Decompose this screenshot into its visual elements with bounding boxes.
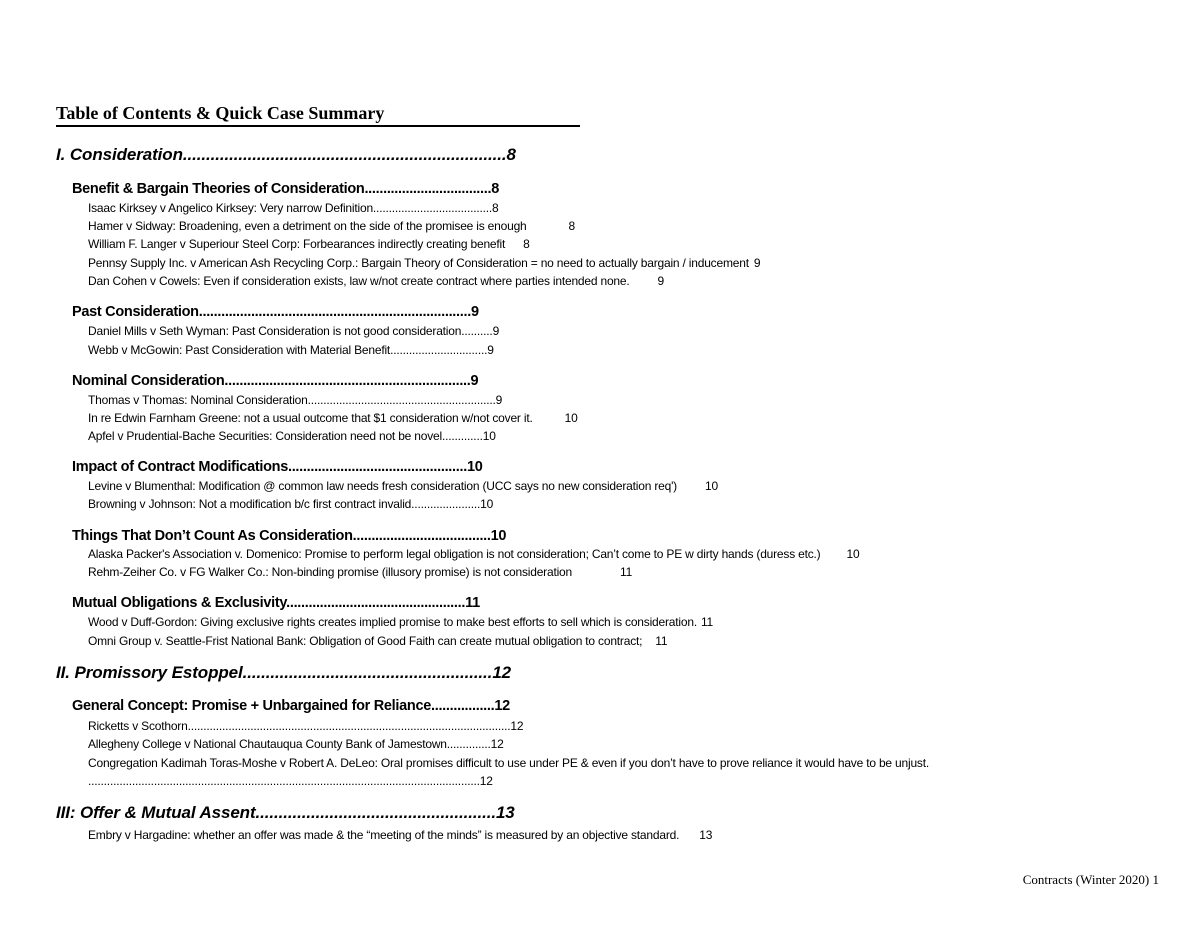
toc-subsection[interactable] <box>72 372 478 390</box>
toc-subsection[interactable] <box>72 458 482 476</box>
toc-entry-text: Rehm-Zeiher Co. v FG Walker Co.: Non-binding promise (illusory promise) is not consideration <box>88 565 572 579</box>
page-number: 9 <box>470 373 479 389</box>
toc-case-entry[interactable] <box>88 274 664 289</box>
toc-case-entry[interactable] <box>88 343 494 358</box>
toc-entry-text: In re Edwin Farnham Greene: not a usual outcome that $1 consideration w/not cover it. <box>88 411 533 425</box>
dot-leader: .............. <box>446 737 491 751</box>
dot-leader: .................................. <box>364 181 492 197</box>
page-number: 9 <box>470 304 479 320</box>
toc-subsection[interactable] <box>72 180 499 198</box>
toc-case-entry[interactable] <box>88 756 929 771</box>
page-number: 10 <box>490 528 507 544</box>
page-number: 11 <box>465 595 480 611</box>
dot-leader: .......... <box>461 324 493 338</box>
toc-subsection[interactable] <box>72 594 480 612</box>
toc-section[interactable] <box>56 663 511 683</box>
page-number: 8 <box>492 201 499 215</box>
page-number: 10 <box>704 479 718 493</box>
page-footer: Contracts (Winter 2020) 1 <box>1022 872 1159 887</box>
page-number: 8 <box>523 237 530 251</box>
page-number: 12 <box>494 698 510 714</box>
toc-entry-text: Isaac Kirksey v Angelico Kirksey: Very narrow Definition <box>88 201 373 215</box>
dot-leader: ......................................................................... <box>198 304 471 320</box>
page-number: 8 <box>491 181 499 197</box>
toc-case-entry[interactable] <box>88 411 578 426</box>
toc-case-entry[interactable] <box>88 393 502 408</box>
toc-case-entry[interactable] <box>88 828 712 843</box>
page-number: 13 <box>495 803 515 822</box>
dot-leader: .................................................................. <box>224 373 471 389</box>
toc-entry-text: Wood v Duff-Gordon: Giving exclusive rights creates implied promise to make best efforts to sell which is consideration. <box>88 615 697 629</box>
page-number: 9 <box>495 393 503 407</box>
toc-entry-text: Alaska Packer's Association v. Domenico: Promise to perform legal obligation is not consideration; Can’t come to PE w dirty hands (duress etc.) <box>88 547 821 561</box>
page-number: 12 <box>490 737 504 751</box>
toc-entry-text: Apfel v Prudential-Bache Securities: Consideration need not be novel <box>88 429 442 443</box>
toc-subsection[interactable] <box>72 527 506 545</box>
toc-entry-text: Webb v McGowin: Past Consideration with Material Benefit <box>88 343 391 357</box>
toc-section[interactable] <box>56 803 515 823</box>
toc-entry-text: Daniel Mills v Seth Wyman: Past Consideration is not good consideration <box>88 324 462 338</box>
toc-entry-text: Pennsy Supply Inc. v American Ash Recycling Corp.: Bargain Theory of Consideration = no need to actually bargain / inducement <box>88 256 749 270</box>
page-number: 11 <box>620 565 633 579</box>
toc-case-entry[interactable] <box>88 547 859 562</box>
page-number: 9 <box>753 256 761 270</box>
toc-entry-text: William F. Langer v Superiour Steel Corp: Forbearances indirectly creating benefit <box>88 237 506 251</box>
dot-leader: ............................... <box>390 343 488 357</box>
dot-leader: ................................................ <box>287 459 467 475</box>
dot-leader: ............. <box>441 429 483 443</box>
toc-case-entry[interactable] <box>88 615 713 630</box>
toc-entry-text: Browning v Johnson: Not a modification b/c first contract invalid <box>88 497 412 511</box>
page-number: 10 <box>466 459 483 475</box>
dot-leader: ...................................................................... <box>182 145 507 164</box>
toc-entry-text: Impact of Contract Modifications <box>72 459 288 475</box>
toc-entry-text: Nominal Consideration <box>72 373 225 389</box>
toc-case-entry[interactable] <box>88 324 499 339</box>
page-number: 8 <box>568 219 576 233</box>
toc-entry-text: Dan Cohen v Cowels: Even if consideration exists, law w/not create contract where parties intended none. <box>88 274 630 288</box>
toc-entry-text: III: Offer & Mutual Assent <box>56 803 256 822</box>
dot-leader: ............................................................................................................................. <box>88 774 480 788</box>
page-number: 9 <box>492 324 500 338</box>
toc-entry-text: I. Consideration <box>56 145 183 164</box>
toc-case-entry[interactable] <box>88 719 523 734</box>
dot-leader: ..................................... <box>352 528 491 544</box>
toc-section[interactable] <box>56 145 516 165</box>
page-number: 9 <box>487 343 494 357</box>
toc-subsection[interactable] <box>72 303 479 321</box>
dot-leader: ...................................................... <box>242 663 493 682</box>
toc-case-entry[interactable] <box>88 219 575 234</box>
dot-leader: .................................................... <box>255 803 496 822</box>
toc-entry-text: Embry v Hargadine: whether an offer was made & the “meeting of the minds” is measured by an objective standard. <box>88 828 680 842</box>
toc-title: Table of Contents & Quick Case Summary <box>56 102 580 127</box>
page-number: 13 <box>699 828 713 842</box>
toc-case-entry[interactable] <box>88 774 493 789</box>
toc-entry-text: Mutual Obligations & Exclusivity <box>72 595 287 611</box>
toc-entry-text: Hamer v Sidway: Broadening, even a detriment on the side of the promisee is enough <box>88 219 527 233</box>
page-number: 10 <box>480 497 494 511</box>
page-number: 12 <box>510 719 524 733</box>
toc-entry-text: General Concept: Promise + Unbargained for Reliance <box>72 698 431 714</box>
toc-case-entry[interactable] <box>88 497 493 512</box>
dot-leader: ................................................ <box>286 595 466 611</box>
toc-entry-text: Congregation Kadimah Toras-Moshe v Robert A. DeLeo: Oral promises difficult to use under PE & even if you don’t have to prove reliance it would have to be unjust. <box>88 756 929 770</box>
toc-entry-text: Omni Group v. Seattle-Frist National Bank: Obligation of Good Faith can create mutual obligation to contract; <box>88 634 643 648</box>
toc-entry-text: Allegheny College v National Chautauqua County Bank of Jamestown <box>88 737 447 751</box>
page-number: 9 <box>657 274 664 288</box>
toc-case-entry[interactable] <box>88 201 499 216</box>
page-number: 10 <box>564 411 578 425</box>
toc-case-entry[interactable] <box>88 237 530 252</box>
toc-entry-text: Things That Don’t Count As Consideration <box>72 528 353 544</box>
page-number: 8 <box>506 145 516 164</box>
page-number: 10 <box>482 429 496 443</box>
toc-subsection[interactable] <box>72 697 510 715</box>
toc-case-entry[interactable] <box>88 565 632 580</box>
toc-case-entry[interactable] <box>88 634 667 649</box>
page-number: 12 <box>492 663 512 682</box>
dot-leader: ................. <box>430 698 495 714</box>
toc-entry-text: II. Promissory Estoppel <box>56 663 243 682</box>
toc-entry-text: Benefit & Bargain Theories of Consideration <box>72 181 365 197</box>
toc-entry-text: Thomas v Thomas: Nominal Consideration <box>88 393 308 407</box>
page-number: 11 <box>700 615 714 629</box>
dot-leader: ....................................................................................................... <box>187 719 511 733</box>
toc-entry-text: Levine v Blumenthal: Modification @ common law needs fresh consideration (UCC says no new consideration req') <box>88 479 677 493</box>
dot-leader: ...................... <box>411 497 481 511</box>
dot-leader: ...................................... <box>372 201 493 215</box>
toc-entry-text: Ricketts v Scothorn <box>88 719 188 733</box>
toc-entry-text: Past Consideration <box>72 304 199 320</box>
page-number: 11 <box>655 634 668 648</box>
page-number: 12 <box>479 774 493 788</box>
page-number: 10 <box>846 547 860 561</box>
toc-case-entry[interactable] <box>88 429 496 444</box>
toc-case-entry[interactable] <box>88 479 718 494</box>
toc-case-entry[interactable] <box>88 256 760 271</box>
dot-leader: ............................................................ <box>307 393 496 407</box>
toc-case-entry[interactable] <box>88 737 504 752</box>
